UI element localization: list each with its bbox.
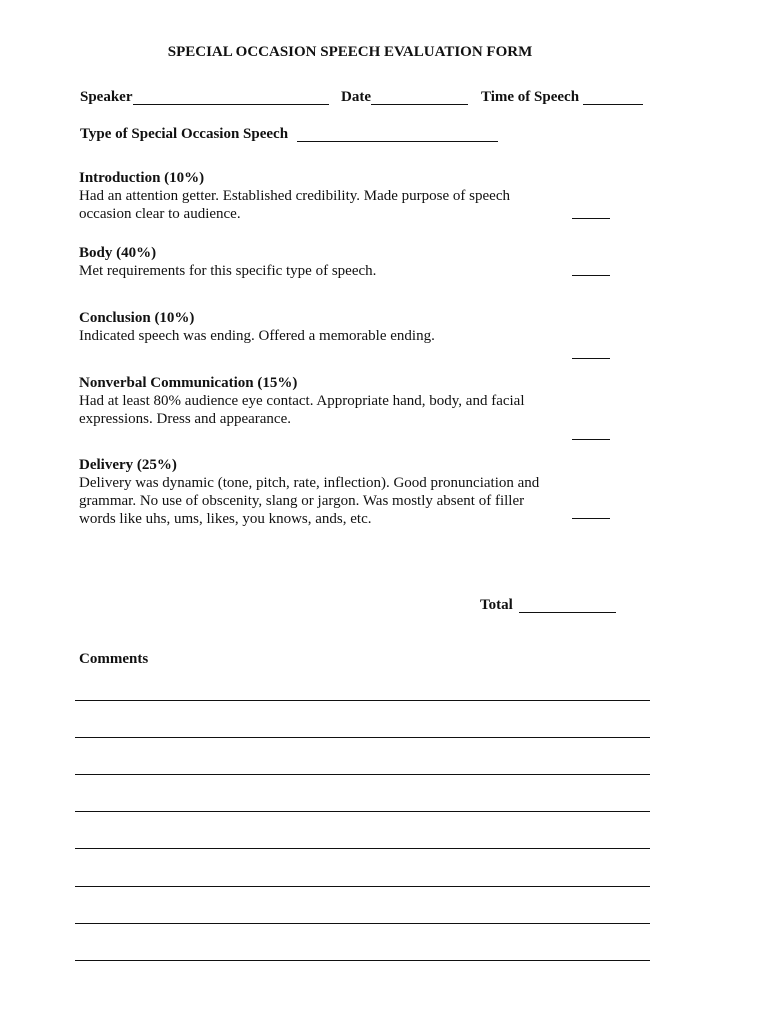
section-description: Delivery was dynamic (tone, pitch, rate, inflection). Good pronunciation and grammar. No use of obscenity, slang or jargon. Was mostly absent of filler words like uhs, ums, likes, you knows, ands, etc.: [79, 475, 540, 527]
comment-line[interactable]: [75, 700, 650, 701]
comment-line[interactable]: [75, 923, 650, 924]
comment-line[interactable]: [75, 848, 650, 849]
date-label: Date: [341, 89, 371, 105]
section-delivery: [79, 457, 549, 528]
speaker-label: Speaker: [80, 89, 133, 105]
section-description: Indicated speech was ending. Offered a memorable ending.: [79, 328, 435, 344]
section-introduction: [79, 170, 549, 223]
section-description: Had at least 80% audience eye contact. Appropriate hand, body, and facial expressions. Dress and appearance.: [79, 393, 525, 427]
comment-line[interactable]: [75, 811, 650, 812]
comments-label: Comments: [79, 651, 149, 667]
form-title: SPECIAL OCCASION SPEECH EVALUATION FORM: [167, 44, 533, 60]
comment-line[interactable]: [75, 886, 650, 887]
section-title: Body (40%): [79, 245, 157, 261]
section-body: [79, 245, 549, 280]
speech-type-field[interactable]: [297, 141, 498, 142]
section-description: Met requirements for this specific type of speech.: [79, 263, 377, 279]
introduction-score-field[interactable]: [572, 218, 610, 219]
section-title: Delivery (25%): [79, 457, 177, 473]
total-field[interactable]: [519, 612, 616, 613]
time-of-speech-field[interactable]: [583, 104, 643, 105]
comment-line[interactable]: [75, 960, 650, 961]
section-title: Introduction (10%): [79, 170, 205, 186]
nonverbal-score-field[interactable]: [572, 439, 610, 440]
section-title: Conclusion (10%): [79, 310, 195, 326]
time-of-speech-label: Time of Speech: [481, 89, 580, 105]
speaker-field[interactable]: [133, 104, 329, 105]
comment-line[interactable]: [75, 737, 650, 738]
date-field[interactable]: [371, 104, 468, 105]
section-title: Nonverbal Communication (15%): [79, 375, 298, 391]
comment-line[interactable]: [75, 774, 650, 775]
section-nonverbal: [79, 375, 549, 428]
total-label: Total: [480, 597, 513, 613]
conclusion-score-field[interactable]: [572, 358, 610, 359]
speech-type-label: Type of Special Occasion Speech: [80, 126, 289, 142]
body-score-field[interactable]: [572, 275, 610, 276]
section-description: Had an attention getter. Established credibility. Made purpose of speech occasion clear to audience.: [79, 188, 510, 222]
section-conclusion: [79, 310, 549, 345]
delivery-score-field[interactable]: [572, 518, 610, 519]
